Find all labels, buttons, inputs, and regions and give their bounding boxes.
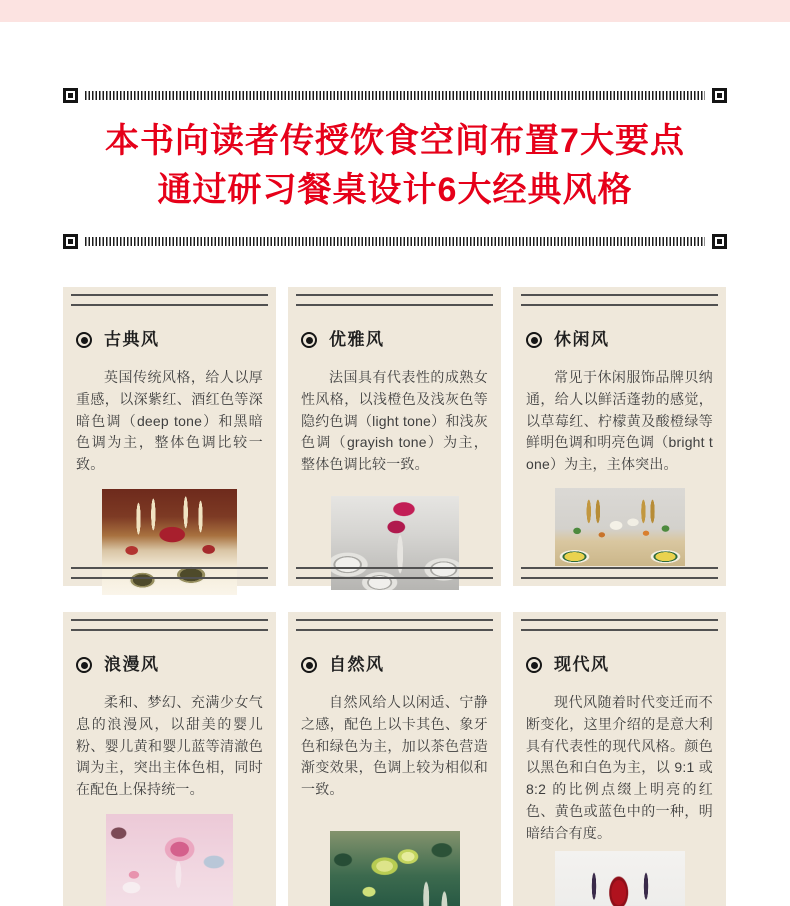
modern-table-setting-photo (555, 851, 685, 906)
style-card-natural (288, 612, 501, 906)
fisheye-bullet-icon (301, 657, 317, 673)
square-ornament-icon (63, 234, 78, 249)
square-ornament-icon (712, 234, 727, 249)
card-top-rule (296, 619, 493, 631)
romantic-dessert-table-photo (106, 814, 233, 906)
style-card-modern (513, 612, 726, 906)
style-card-casual (513, 287, 726, 586)
top-pink-band (0, 0, 790, 22)
fisheye-bullet-icon (76, 657, 92, 673)
style-card-classic (63, 287, 276, 586)
card-title-row (301, 328, 488, 352)
card-top-rule (521, 619, 718, 631)
page-title-line-1: 本书向读者传授饮食空间布置7大要点 (105, 122, 685, 160)
card-top-rule (71, 619, 268, 631)
card-description-modern: 现代风随着时代变迁而不断变化，这里介绍的是意大利具有代表性的现代风格。颜色以黑色和白色为主，以 9:1 或 8:2 的比例点缀上明亮的红色、黄色或蓝色中的一种，明暗结合有度。 (526, 694, 713, 841)
tick-line-ornament (85, 91, 705, 100)
square-ornament-icon (712, 88, 727, 103)
fisheye-bullet-icon (526, 657, 542, 673)
card-title-natural: 自然风 (329, 655, 385, 674)
style-card-romantic (63, 612, 276, 906)
natural-table-setting-photo (330, 831, 460, 906)
decorative-border-top (63, 88, 727, 103)
card-description-romantic: 柔和、梦幻、充满少女气息的浪漫风，以甜美的婴儿粉、婴儿黄和婴儿蓝等清澈色调为主，突出主体色相，同时在配色上保持统一。 (76, 694, 263, 798)
card-title-row (301, 653, 488, 677)
card-title-row (76, 653, 263, 677)
fisheye-bullet-icon (301, 332, 317, 348)
card-title-row (76, 328, 263, 352)
page-title-line-2: 通过研习餐桌设计6大经典风格 (157, 171, 633, 209)
fisheye-bullet-icon (526, 332, 542, 348)
card-description-casual: 常见于休闲服饰品牌贝纳通，给人以鲜活蓬勃的感觉，以草莓红、柠檬黄及酸橙绿等鲜明色调和明亮色调（bright tone）为主，主体突出。 (526, 369, 713, 473)
card-title-romantic: 浪漫风 (104, 655, 160, 674)
card-title-casual: 休闲风 (554, 330, 610, 349)
card-title-row (526, 653, 713, 677)
card-description-elegant: 法国具有代表性的成熟女性风格，以浅橙色及浅灰色等隐约色调（light tone）和浅灰色调（grayish tone）为主，整体色调比较一致。 (301, 369, 488, 473)
card-title-modern: 现代风 (554, 655, 610, 674)
card-top-rule (71, 294, 268, 306)
card-top-rule (296, 294, 493, 306)
card-bottom-rule (521, 567, 718, 579)
card-description-classic: 英国传统风格，给人以厚重感，以深紫红、酒红色等深暗色调（deep tone）和黑暗色调为主，整体色调比较一致。 (76, 369, 263, 473)
card-title-elegant: 优雅风 (329, 330, 385, 349)
card-bottom-rule (71, 567, 268, 579)
card-description-natural: 自然风给人以闲适、宁静之感，配色上以卡其色、象牙色和绿色为主，加以茶色营造渐变效果，色调上较为相似和一致。 (301, 694, 488, 798)
card-bottom-rule (296, 567, 493, 579)
style-card-elegant (288, 287, 501, 586)
fisheye-bullet-icon (76, 332, 92, 348)
decorative-border-bottom (63, 234, 727, 249)
tick-line-ornament (85, 237, 705, 246)
card-top-rule (521, 294, 718, 306)
square-ornament-icon (63, 88, 78, 103)
page-title (0, 117, 790, 215)
classic-table-setting-photo (102, 489, 237, 595)
card-title-classic: 古典风 (104, 330, 160, 349)
card-title-row (526, 328, 713, 352)
style-cards-grid (0, 287, 790, 906)
casual-table-setting-photo (555, 488, 685, 566)
